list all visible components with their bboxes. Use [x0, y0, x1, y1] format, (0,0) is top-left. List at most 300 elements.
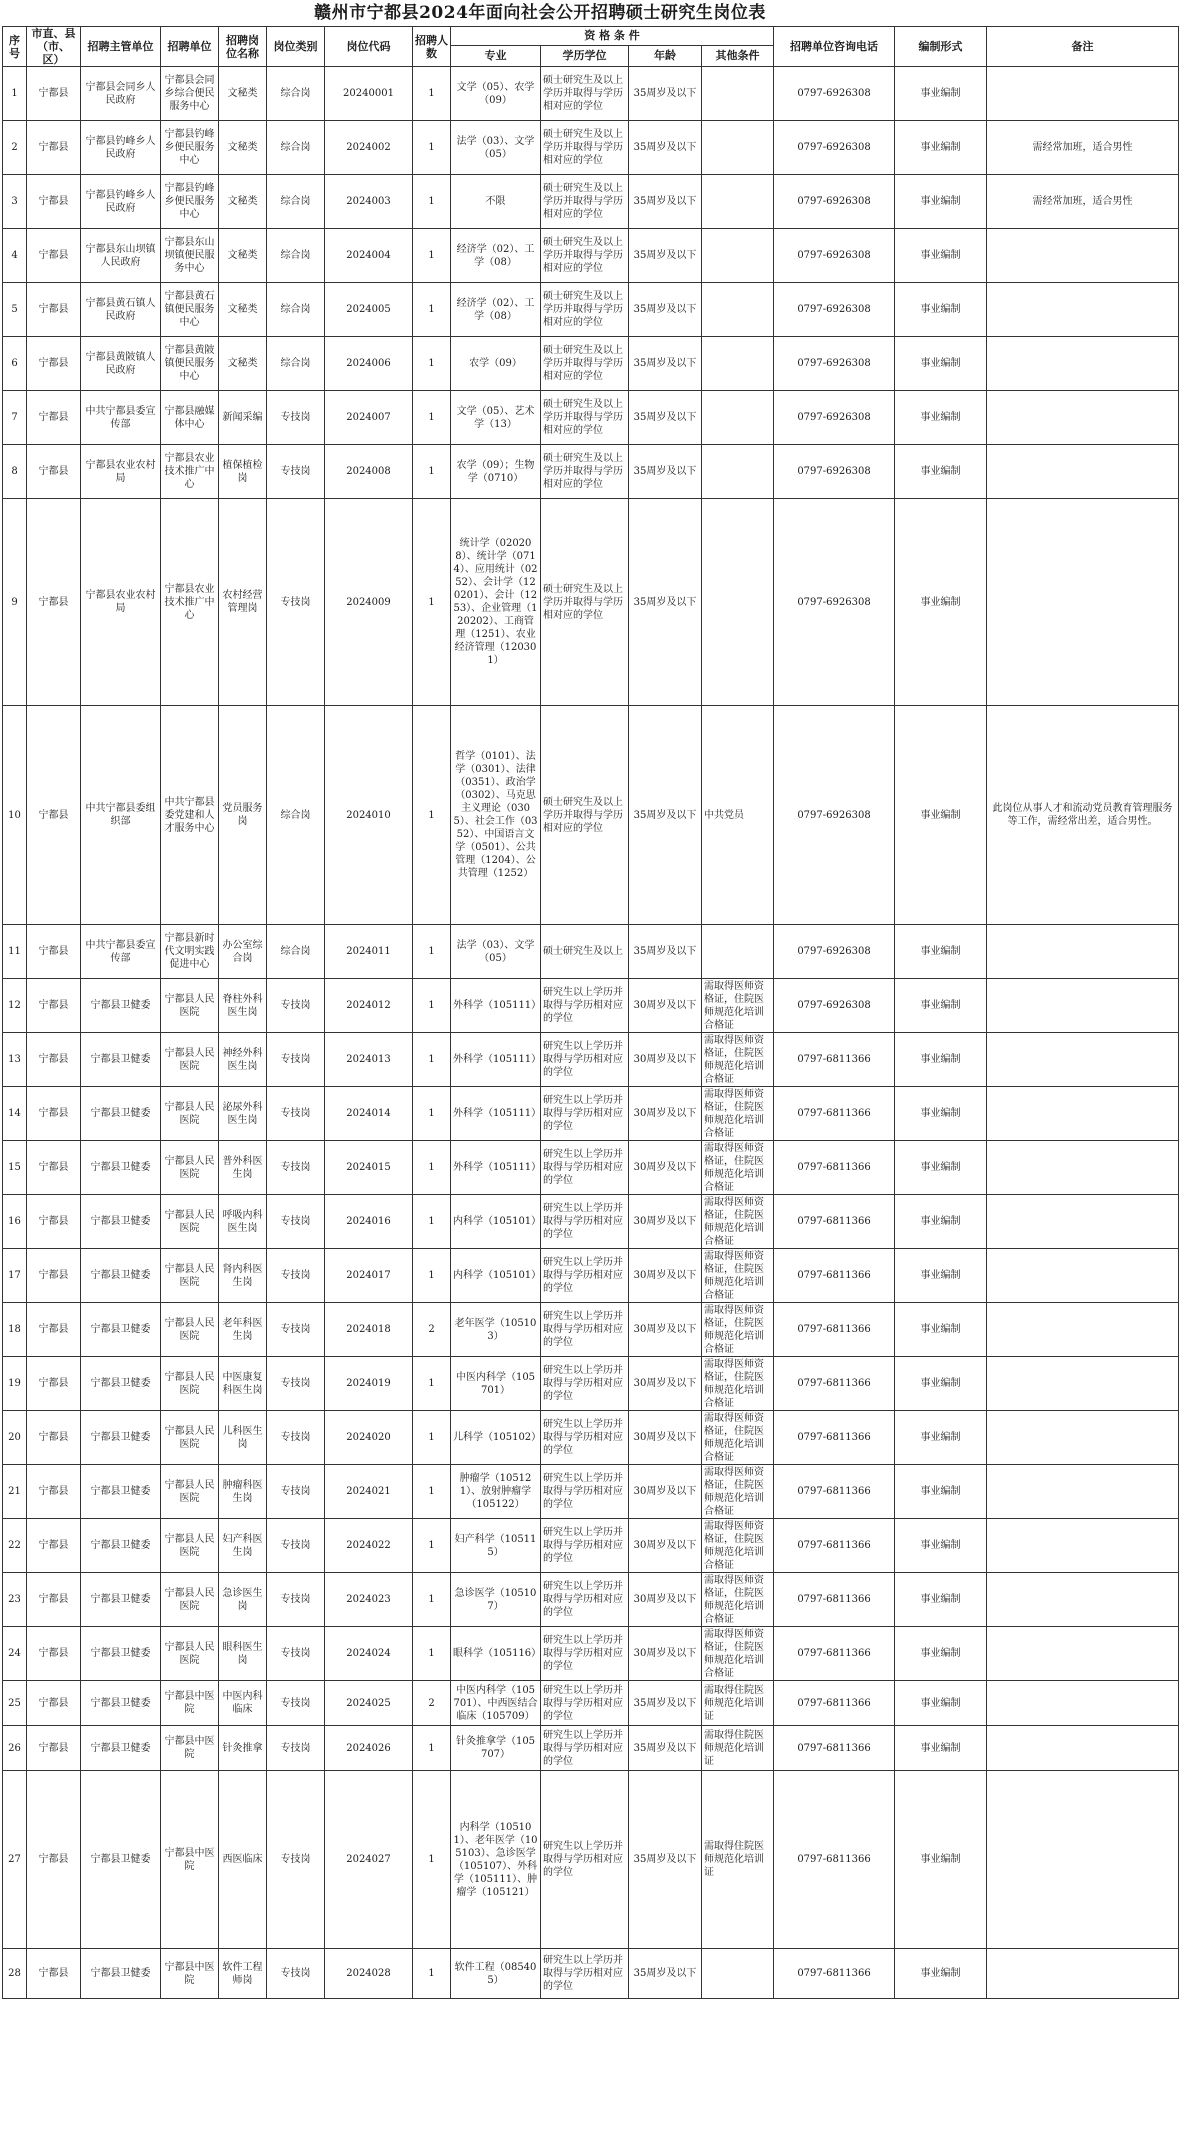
cell-staffing: 事业编制 [895, 1357, 987, 1411]
cell-post: 农村经营管理岗 [219, 499, 267, 706]
cell-city: 宁都县 [27, 445, 81, 499]
cell-major: 文学（05）、艺术学（13） [451, 391, 541, 445]
cell-seq: 10 [3, 706, 27, 925]
cell-phone: 0797-6811366 [774, 1726, 895, 1771]
cell-major: 中医内科学（105701）、中西医结合临床（105709） [451, 1681, 541, 1726]
cell-major: 外科学（105111） [451, 1141, 541, 1195]
cell-post: 文秘类 [219, 283, 267, 337]
cell-unit: 宁都县人民医院 [161, 1411, 219, 1465]
cell-note [987, 1771, 1179, 1949]
cell-category: 专技岗 [267, 391, 325, 445]
cell-city: 宁都县 [27, 1087, 81, 1141]
cell-post: 植保植检岗 [219, 445, 267, 499]
cell-phone: 0797-6811366 [774, 1519, 895, 1573]
cell-post: 肿瘤科医生岗 [219, 1465, 267, 1519]
cell-age: 35周岁及以下 [629, 121, 702, 175]
cell-unit: 宁都县人民医院 [161, 1195, 219, 1249]
cell-count: 1 [413, 979, 451, 1033]
cell-code: 2024018 [325, 1303, 413, 1357]
cell-note [987, 1249, 1179, 1303]
cell-code: 2024007 [325, 391, 413, 445]
cell-age: 35周岁及以下 [629, 925, 702, 979]
cell-dept: 宁都县卫健委 [81, 1726, 161, 1771]
cell-phone: 0797-6811366 [774, 1573, 895, 1627]
cell-count: 2 [413, 1303, 451, 1357]
cell-count: 1 [413, 337, 451, 391]
cell-category: 专技岗 [267, 445, 325, 499]
cell-post: 妇产科医生岗 [219, 1519, 267, 1573]
cell-phone: 0797-6926308 [774, 67, 895, 121]
cell-post: 软件工程师岗 [219, 1949, 267, 1999]
cell-code: 2024016 [325, 1195, 413, 1249]
header-dept: 招聘主管单位 [81, 27, 161, 67]
cell-post: 呼吸内科医生岗 [219, 1195, 267, 1249]
cell-category: 专技岗 [267, 499, 325, 706]
cell-age: 35周岁及以下 [629, 706, 702, 925]
cell-note: 此岗位从事人才和流动党员教育管理服务等工作，需经常出差，适合男性。 [987, 706, 1179, 925]
cell-post: 脊柱外科医生岗 [219, 979, 267, 1033]
cell-major: 外科学（105111） [451, 1033, 541, 1087]
cell-education: 硕士研究生及以上学历并取得与学历相对应的学位 [541, 283, 629, 337]
cell-count: 1 [413, 67, 451, 121]
cell-phone: 0797-6811366 [774, 1949, 895, 1999]
header-note: 备注 [987, 27, 1179, 67]
cell-phone: 0797-6811366 [774, 1249, 895, 1303]
table-row [3, 706, 1179, 925]
cell-phone: 0797-6811366 [774, 1681, 895, 1726]
cell-major: 妇产科学（105115） [451, 1519, 541, 1573]
cell-city: 宁都县 [27, 1411, 81, 1465]
cell-dept: 中共宁都县委宣传部 [81, 391, 161, 445]
cell-age: 35周岁及以下 [629, 283, 702, 337]
cell-unit: 宁都县人民医院 [161, 1573, 219, 1627]
table-row [3, 229, 1179, 283]
cell-other: 需取得医师资格证，住院医师规范化培训合格证 [702, 1411, 774, 1465]
cell-city: 宁都县 [27, 706, 81, 925]
cell-category: 综合岗 [267, 175, 325, 229]
table-header [3, 27, 1179, 67]
cell-dept: 中共宁都县委组织部 [81, 706, 161, 925]
cell-unit: 宁都县东山坝镇便民服务中心 [161, 229, 219, 283]
cell-staffing: 事业编制 [895, 1771, 987, 1949]
table-row [3, 1303, 1179, 1357]
cell-other: 中共党员 [702, 706, 774, 925]
cell-post: 泌尿外科医生岗 [219, 1087, 267, 1141]
cell-category: 专技岗 [267, 1726, 325, 1771]
header-age: 年龄 [629, 45, 702, 66]
cell-seq: 16 [3, 1195, 27, 1249]
cell-staffing: 事业编制 [895, 1141, 987, 1195]
cell-other: 需取得医师资格证，住院医师规范化培训合格证 [702, 1519, 774, 1573]
page-title: 赣州市宁都县2024年面向社会公开招聘硕士研究生岗位表 [314, 3, 766, 23]
cell-note: 需经常加班，适合男性 [987, 121, 1179, 175]
cell-category: 综合岗 [267, 337, 325, 391]
cell-code: 2024021 [325, 1465, 413, 1519]
cell-phone: 0797-6811366 [774, 1627, 895, 1681]
cell-dept: 宁都县卫健委 [81, 1411, 161, 1465]
cell-post: 办公室综合岗 [219, 925, 267, 979]
cell-note [987, 337, 1179, 391]
cell-phone: 0797-6811366 [774, 1303, 895, 1357]
header-category: 岗位类别 [267, 27, 325, 67]
table-row [3, 1465, 1179, 1519]
cell-dept: 宁都县会同乡人民政府 [81, 67, 161, 121]
cell-count: 1 [413, 1771, 451, 1949]
cell-staffing: 事业编制 [895, 1465, 987, 1519]
cell-count: 1 [413, 391, 451, 445]
cell-post: 神经外科医生岗 [219, 1033, 267, 1087]
cell-note [987, 1087, 1179, 1141]
cell-seq: 12 [3, 979, 27, 1033]
cell-dept: 宁都县卫健委 [81, 1303, 161, 1357]
header-seq: 序号 [3, 27, 27, 67]
cell-note [987, 1726, 1179, 1771]
cell-seq: 4 [3, 229, 27, 283]
cell-unit: 宁都县融媒体中心 [161, 391, 219, 445]
cell-code: 2024020 [325, 1411, 413, 1465]
cell-category: 专技岗 [267, 1357, 325, 1411]
cell-post: 普外科医生岗 [219, 1141, 267, 1195]
cell-education: 研究生以上学历并取得与学历相对应的学位 [541, 1519, 629, 1573]
cell-count: 1 [413, 229, 451, 283]
cell-other: 需取得医师资格证，住院医师规范化培训合格证 [702, 1249, 774, 1303]
cell-major: 软件工程（085405） [451, 1949, 541, 1999]
cell-staffing: 事业编制 [895, 391, 987, 445]
cell-phone: 0797-6811366 [774, 1141, 895, 1195]
cell-category: 专技岗 [267, 1949, 325, 1999]
cell-seq: 14 [3, 1087, 27, 1141]
cell-age: 35周岁及以下 [629, 391, 702, 445]
table-row [3, 1949, 1179, 1999]
job-position-table [2, 26, 1179, 1999]
cell-age: 35周岁及以下 [629, 445, 702, 499]
cell-count: 1 [413, 1949, 451, 1999]
cell-seq: 24 [3, 1627, 27, 1681]
cell-note [987, 445, 1179, 499]
cell-major: 农学（09）；生物学（0710） [451, 445, 541, 499]
cell-other: 需取得医师资格证，住院医师规范化培训合格证 [702, 1573, 774, 1627]
cell-education: 硕士研究生及以上学历并取得与学历相对应的学位 [541, 175, 629, 229]
cell-category: 综合岗 [267, 67, 325, 121]
cell-other: 需取得医师资格证，住院医师规范化培训合格证 [702, 1465, 774, 1519]
table-row [3, 1141, 1179, 1195]
cell-unit: 宁都县中医院 [161, 1949, 219, 1999]
header-post: 招聘岗位名称 [219, 27, 267, 67]
cell-staffing: 事业编制 [895, 1303, 987, 1357]
cell-education: 研究生以上学历并取得与学历相对应的学位 [541, 1573, 629, 1627]
cell-staffing: 事业编制 [895, 67, 987, 121]
cell-education: 研究生以上学历并取得与学历相对应的学位 [541, 1195, 629, 1249]
cell-city: 宁都县 [27, 1465, 81, 1519]
cell-staffing: 事业编制 [895, 1033, 987, 1087]
cell-count: 1 [413, 1033, 451, 1087]
cell-education: 硕士研究生及以上学历并取得与学历相对应的学位 [541, 445, 629, 499]
cell-dept: 宁都县卫健委 [81, 1357, 161, 1411]
cell-staffing: 事业编制 [895, 283, 987, 337]
cell-other: 需取得医师资格证，住院医师规范化培训合格证 [702, 1627, 774, 1681]
cell-other [702, 337, 774, 391]
cell-education: 研究生以上学历并取得与学历相对应的学位 [541, 1771, 629, 1949]
table-row [3, 925, 1179, 979]
cell-category: 专技岗 [267, 1411, 325, 1465]
cell-other: 需取得住院医师规范化培训证 [702, 1771, 774, 1949]
cell-post: 西医临床 [219, 1771, 267, 1949]
cell-dept: 宁都县卫健委 [81, 1195, 161, 1249]
cell-unit: 宁都县人民医院 [161, 1087, 219, 1141]
cell-phone: 0797-6926308 [774, 925, 895, 979]
cell-dept: 宁都县卫健委 [81, 1771, 161, 1949]
cell-post: 文秘类 [219, 175, 267, 229]
cell-city: 宁都县 [27, 337, 81, 391]
cell-age: 30周岁及以下 [629, 979, 702, 1033]
cell-code: 2024014 [325, 1087, 413, 1141]
cell-post: 新闻采编 [219, 391, 267, 445]
cell-education: 硕士研究生及以上学历并取得与学历相对应的学位 [541, 391, 629, 445]
cell-category: 专技岗 [267, 1465, 325, 1519]
table-row [3, 283, 1179, 337]
cell-age: 30周岁及以下 [629, 1087, 702, 1141]
cell-count: 1 [413, 1087, 451, 1141]
cell-other [702, 67, 774, 121]
cell-phone: 0797-6811366 [774, 1033, 895, 1087]
cell-code: 2024025 [325, 1681, 413, 1726]
cell-education: 研究生以上学历并取得与学历相对应的学位 [541, 1949, 629, 1999]
cell-category: 专技岗 [267, 1573, 325, 1627]
cell-staffing: 事业编制 [895, 175, 987, 229]
cell-major: 眼科学（105116） [451, 1627, 541, 1681]
cell-seq: 9 [3, 499, 27, 706]
header-staffing: 编制形式 [895, 27, 987, 67]
cell-city: 宁都县 [27, 283, 81, 337]
cell-code: 2024028 [325, 1949, 413, 1999]
cell-seq: 8 [3, 445, 27, 499]
cell-note [987, 925, 1179, 979]
cell-staffing: 事业编制 [895, 706, 987, 925]
cell-age: 35周岁及以下 [629, 1771, 702, 1949]
cell-note [987, 1627, 1179, 1681]
cell-staffing: 事业编制 [895, 1627, 987, 1681]
cell-major: 内科学（105101） [451, 1249, 541, 1303]
cell-category: 专技岗 [267, 1681, 325, 1726]
cell-phone: 0797-6926308 [774, 337, 895, 391]
cell-major: 哲学（0101）、法学（0301）、法律（0351）、政治学（0302）、马克思主义理论（0305）、社会工作（0352）、中国语言文学（0501）、公共管理（1204）、公共管理（1252） [451, 706, 541, 925]
cell-dept: 宁都县农业农村局 [81, 499, 161, 706]
table-row [3, 1249, 1179, 1303]
table-row [3, 337, 1179, 391]
cell-dept: 宁都县卫健委 [81, 1519, 161, 1573]
cell-unit: 宁都县人民医院 [161, 1465, 219, 1519]
cell-count: 1 [413, 1357, 451, 1411]
cell-count: 1 [413, 1726, 451, 1771]
cell-city: 宁都县 [27, 1681, 81, 1726]
cell-note [987, 229, 1179, 283]
header-education: 学历学位 [541, 45, 629, 66]
cell-dept: 中共宁都县委宣传部 [81, 925, 161, 979]
cell-age: 30周岁及以下 [629, 1465, 702, 1519]
header-qualifications: 资 格 条 件 [451, 27, 774, 46]
cell-count: 1 [413, 1249, 451, 1303]
cell-dept: 宁都县黄石镇人民政府 [81, 283, 161, 337]
table-row [3, 1195, 1179, 1249]
cell-code: 2024022 [325, 1519, 413, 1573]
cell-major: 外科学（105111） [451, 1087, 541, 1141]
table-row [3, 1771, 1179, 1949]
cell-age: 35周岁及以下 [629, 1726, 702, 1771]
cell-phone: 0797-6811366 [774, 1411, 895, 1465]
cell-education: 研究生以上学历并取得与学历相对应的学位 [541, 1303, 629, 1357]
cell-phone: 0797-6926308 [774, 229, 895, 283]
cell-other [702, 229, 774, 283]
cell-unit: 宁都县中医院 [161, 1726, 219, 1771]
cell-staffing: 事业编制 [895, 499, 987, 706]
cell-education: 硕士研究生及以上学历并取得与学历相对应的学位 [541, 67, 629, 121]
cell-count: 1 [413, 1411, 451, 1465]
cell-staffing: 事业编制 [895, 1726, 987, 1771]
table-row [3, 1573, 1179, 1627]
cell-note [987, 979, 1179, 1033]
cell-education: 硕士研究生及以上学历并取得与学历相对应的学位 [541, 229, 629, 283]
cell-age: 30周岁及以下 [629, 1627, 702, 1681]
cell-other: 需取得住院医师规范化培训证 [702, 1726, 774, 1771]
cell-education: 研究生以上学历并取得与学历相对应的学位 [541, 1141, 629, 1195]
cell-code: 2024013 [325, 1033, 413, 1087]
cell-phone: 0797-6811366 [774, 1465, 895, 1519]
cell-city: 宁都县 [27, 499, 81, 706]
cell-major: 文学（05）、农学（09） [451, 67, 541, 121]
cell-category: 专技岗 [267, 1195, 325, 1249]
cell-note [987, 1519, 1179, 1573]
cell-age: 35周岁及以下 [629, 1681, 702, 1726]
cell-dept: 宁都县卫健委 [81, 1681, 161, 1726]
cell-city: 宁都县 [27, 391, 81, 445]
cell-code: 2024024 [325, 1627, 413, 1681]
cell-post: 文秘类 [219, 67, 267, 121]
cell-dept: 宁都县卫健委 [81, 979, 161, 1033]
cell-category: 专技岗 [267, 1303, 325, 1357]
cell-city: 宁都县 [27, 979, 81, 1033]
cell-post: 针灸推拿 [219, 1726, 267, 1771]
cell-category: 综合岗 [267, 229, 325, 283]
cell-post: 眼科医生岗 [219, 1627, 267, 1681]
cell-major: 法学（03）、文学（05） [451, 925, 541, 979]
cell-city: 宁都县 [27, 1573, 81, 1627]
cell-note [987, 499, 1179, 706]
cell-seq: 18 [3, 1303, 27, 1357]
cell-unit: 宁都县钓峰乡便民服务中心 [161, 121, 219, 175]
header-unit: 招聘单位 [161, 27, 219, 67]
cell-code: 20240001 [325, 67, 413, 121]
cell-age: 30周岁及以下 [629, 1033, 702, 1087]
cell-age: 35周岁及以下 [629, 229, 702, 283]
cell-note [987, 1573, 1179, 1627]
cell-staffing: 事业编制 [895, 925, 987, 979]
cell-other: 需取得医师资格证，住院医师规范化培训合格证 [702, 1033, 774, 1087]
cell-unit: 宁都县人民医院 [161, 1141, 219, 1195]
cell-unit: 宁都县人民医院 [161, 1519, 219, 1573]
cell-code: 2024015 [325, 1141, 413, 1195]
cell-other [702, 499, 774, 706]
cell-other [702, 925, 774, 979]
table-row [3, 391, 1179, 445]
cell-unit: 宁都县黄石镇便民服务中心 [161, 283, 219, 337]
cell-unit: 宁都县人民医院 [161, 1033, 219, 1087]
cell-education: 研究生以上学历并取得与学历相对应的学位 [541, 1357, 629, 1411]
cell-other: 需取得医师资格证，住院医师规范化培训合格证 [702, 979, 774, 1033]
cell-category: 综合岗 [267, 925, 325, 979]
cell-other: 需取得医师资格证，住院医师规范化培训合格证 [702, 1087, 774, 1141]
table-row [3, 499, 1179, 706]
cell-category: 综合岗 [267, 706, 325, 925]
cell-phone: 0797-6926308 [774, 121, 895, 175]
table-body [3, 67, 1179, 1999]
cell-unit: 宁都县黄陂镇便民服务中心 [161, 337, 219, 391]
cell-post: 急诊医生岗 [219, 1573, 267, 1627]
cell-note [987, 1357, 1179, 1411]
cell-seq: 1 [3, 67, 27, 121]
table-row [3, 1726, 1179, 1771]
cell-city: 宁都县 [27, 1627, 81, 1681]
cell-note [987, 1033, 1179, 1087]
cell-post: 中医康复科医生岗 [219, 1357, 267, 1411]
cell-seq: 23 [3, 1573, 27, 1627]
cell-unit: 宁都县会同乡综合便民服务中心 [161, 67, 219, 121]
header-major: 专业 [451, 45, 541, 66]
cell-dept: 宁都县卫健委 [81, 1465, 161, 1519]
cell-age: 35周岁及以下 [629, 175, 702, 229]
cell-unit: 宁都县农业技术推广中心 [161, 445, 219, 499]
header-phone: 招聘单位咨询电话 [774, 27, 895, 67]
cell-category: 专技岗 [267, 1249, 325, 1303]
cell-staffing: 事业编制 [895, 1519, 987, 1573]
cell-education: 研究生以上学历并取得与学历相对应的学位 [541, 1033, 629, 1087]
cell-code: 2024012 [325, 979, 413, 1033]
table-row [3, 67, 1179, 121]
cell-category: 综合岗 [267, 121, 325, 175]
cell-staffing: 事业编制 [895, 1411, 987, 1465]
cell-seq: 25 [3, 1681, 27, 1726]
cell-unit: 宁都县中医院 [161, 1681, 219, 1726]
cell-note: 需经常加班，适合男性 [987, 175, 1179, 229]
cell-other [702, 175, 774, 229]
cell-seq: 17 [3, 1249, 27, 1303]
table-row [3, 175, 1179, 229]
cell-note [987, 1949, 1179, 1999]
cell-seq: 11 [3, 925, 27, 979]
cell-note [987, 1303, 1179, 1357]
cell-unit: 宁都县人民医院 [161, 1303, 219, 1357]
cell-unit: 宁都县钓峰乡便民服务中心 [161, 175, 219, 229]
cell-count: 1 [413, 1627, 451, 1681]
cell-phone: 0797-6811366 [774, 1195, 895, 1249]
cell-staffing: 事业编制 [895, 337, 987, 391]
cell-age: 35周岁及以下 [629, 337, 702, 391]
cell-age: 35周岁及以下 [629, 1949, 702, 1999]
cell-phone: 0797-6926308 [774, 445, 895, 499]
cell-city: 宁都县 [27, 1726, 81, 1771]
cell-city: 宁都县 [27, 1303, 81, 1357]
cell-seq: 27 [3, 1771, 27, 1949]
cell-code: 2024011 [325, 925, 413, 979]
cell-seq: 5 [3, 283, 27, 337]
cell-unit: 宁都县人民医院 [161, 1627, 219, 1681]
cell-other: 需取得医师资格证，住院医师规范化培训合格证 [702, 1303, 774, 1357]
cell-city: 宁都县 [27, 1195, 81, 1249]
cell-other [702, 391, 774, 445]
cell-city: 宁都县 [27, 925, 81, 979]
cell-count: 1 [413, 1573, 451, 1627]
cell-unit: 宁都县人民医院 [161, 979, 219, 1033]
cell-major: 内科学（105101）、老年医学（105103）、急诊医学（105107）、外科学（105111）、肿瘤学（105121） [451, 1771, 541, 1949]
